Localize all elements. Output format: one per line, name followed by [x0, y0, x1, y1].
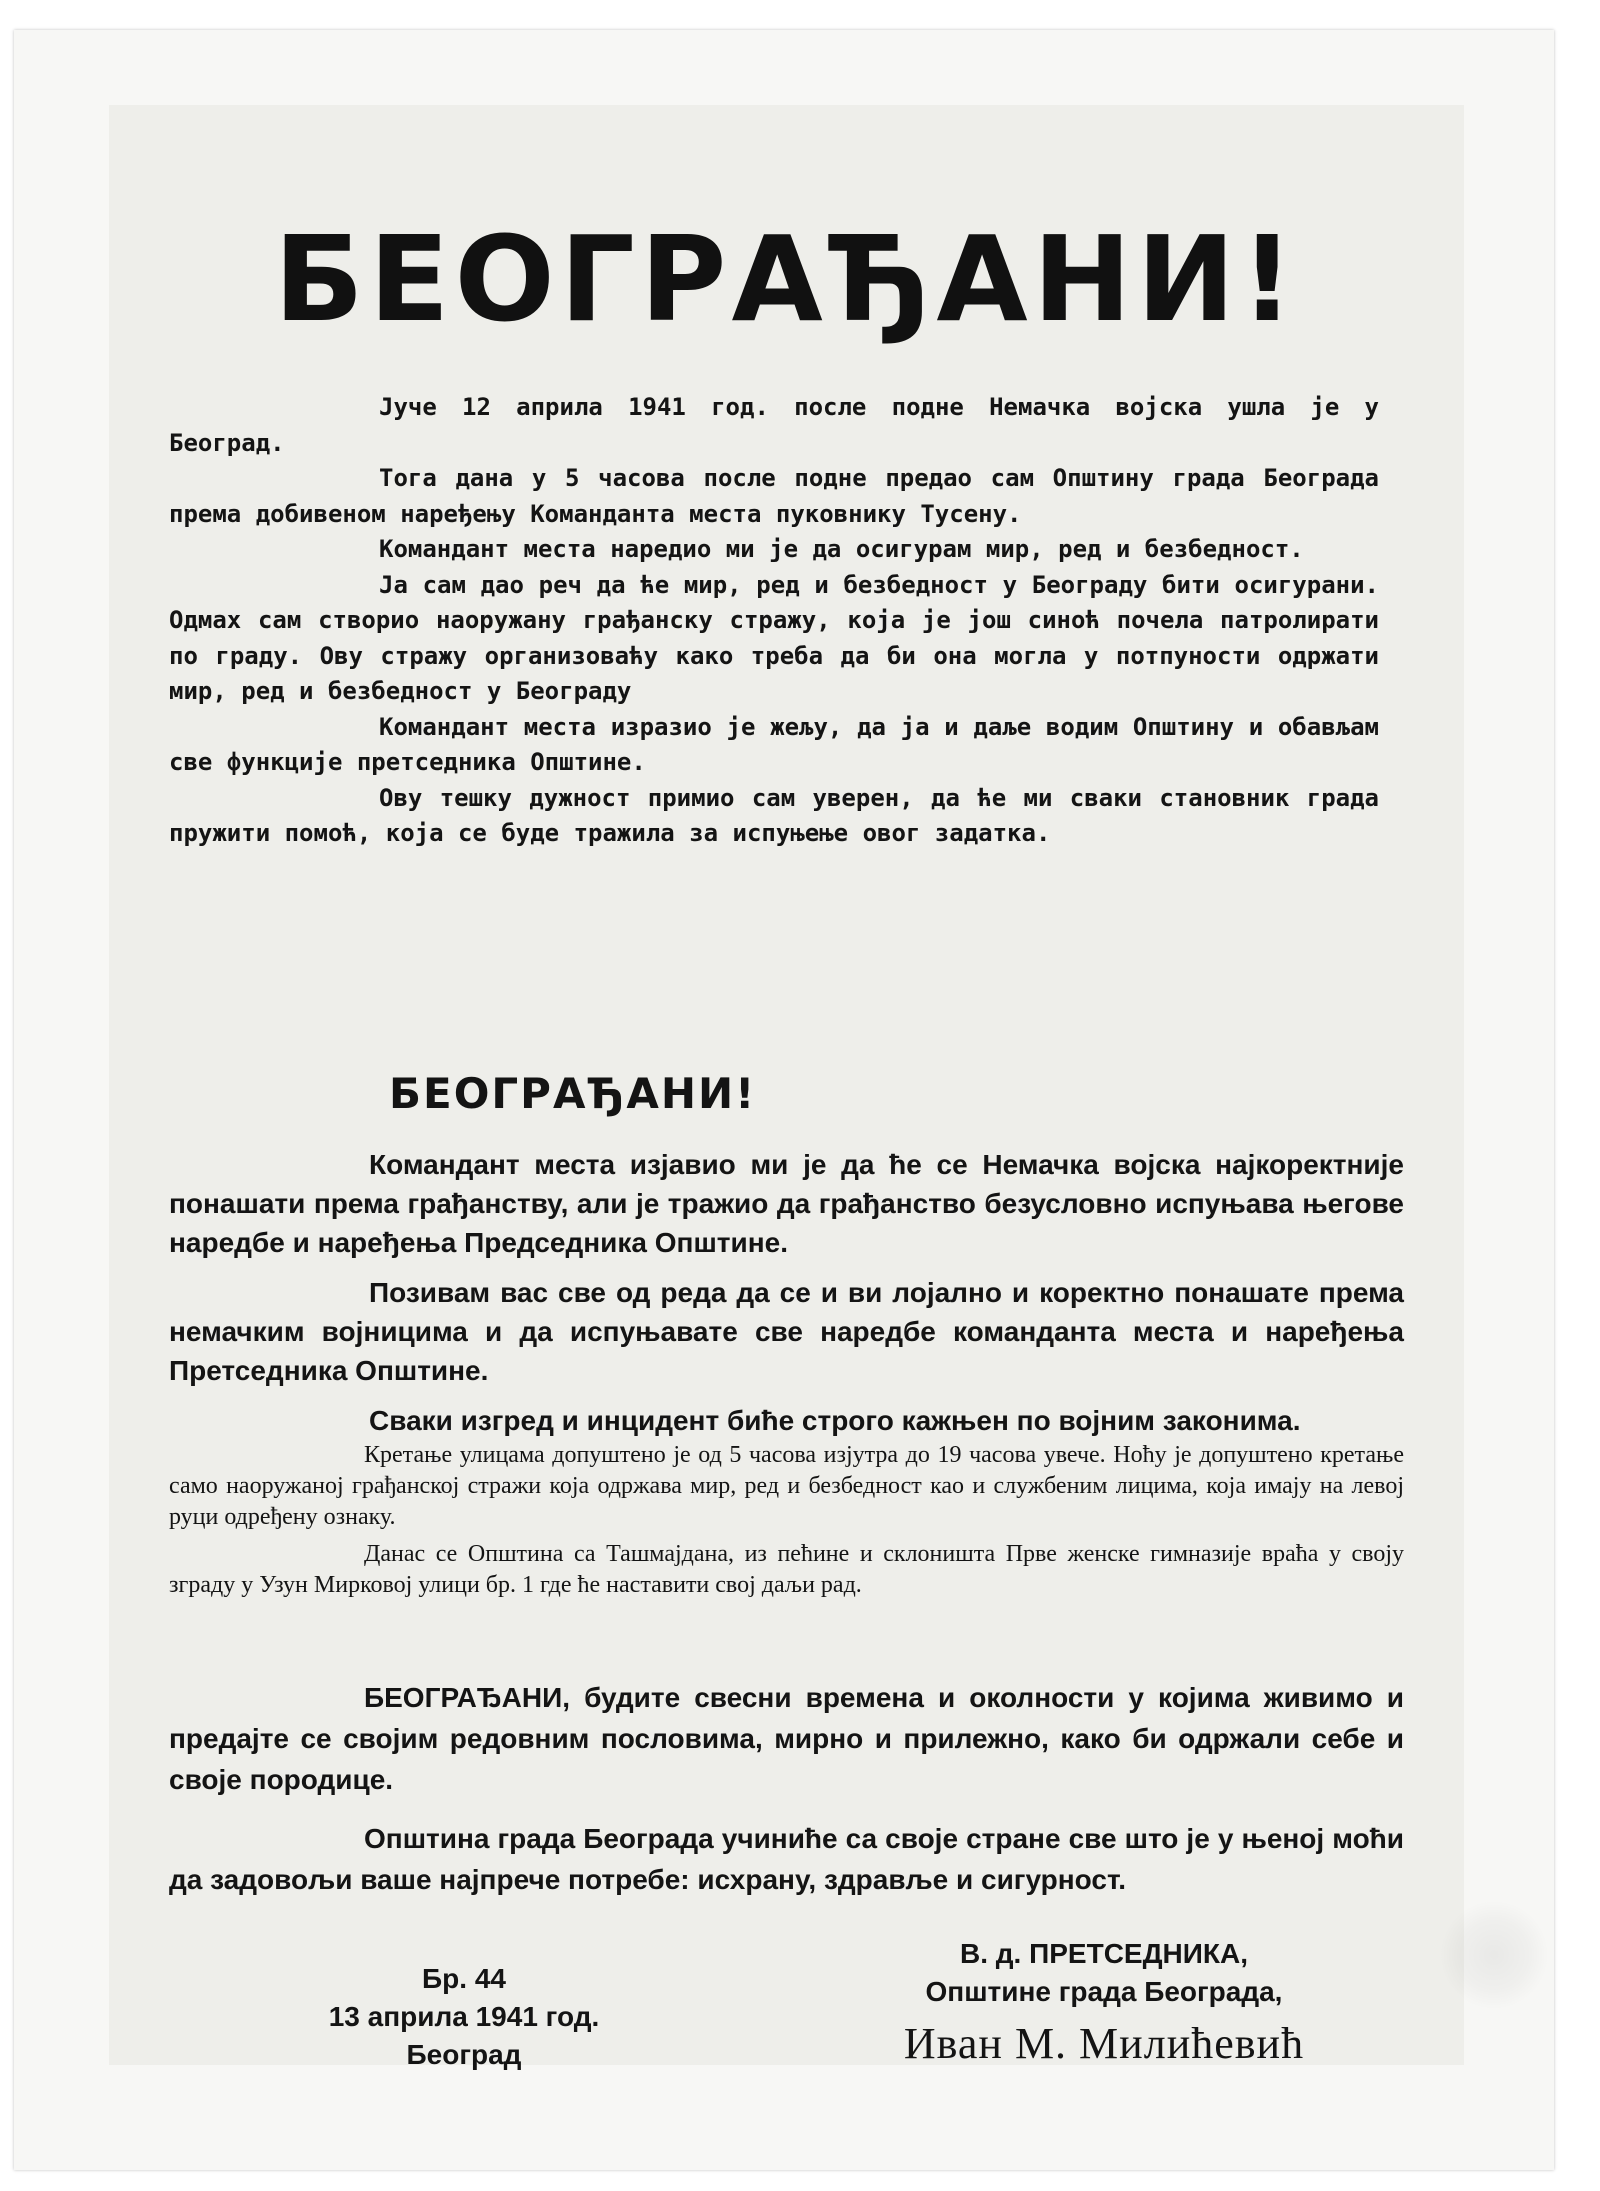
- appeal-paragraph: Сваки изгред и инцидент биће строго кажњен по војним законима.: [369, 1405, 1301, 1436]
- closing-paragraph: Општина града Београда учиниће са своје стране све што је у њеној моћи да задовољи ваше најпрече потребе: исхрану, здравље и сигурност.: [169, 1823, 1404, 1895]
- photo-card: [14, 30, 1554, 2170]
- document-place: Београд: [406, 2039, 522, 2070]
- notice-section: [169, 1440, 1404, 1607]
- poster-main-title: БЕОГРАЂАНИ!: [273, 210, 1300, 348]
- signatory-name: Иван М. Милићевић: [903, 2019, 1305, 2068]
- notice-paragraph: Данас се Општина са Ташмајдана, из пећине и склоништа Прве женске гимназије враћа у своју зграду у Узун Мирковој улици бр. 1 где ће наставити свој даљи рад.: [169, 1541, 1404, 1598]
- signatory-office: Општине града Београда,: [925, 1976, 1283, 2007]
- closing-paragraph: БЕОГРАЂАНИ, будите свесни времена и околности у којима живимо и предајте се својим редовним пословима, мирно и прилежно, како би одржали себе и своје породице.: [169, 1682, 1404, 1795]
- intro-paragraph: Тога дана у 5 часова после подне предао сам Општину града Београда према добивеном наређењу Команданта места пуковнику Тусену.: [169, 464, 1379, 528]
- intro-paragraph: Командант места изразио је жељу, да ја и даље водим Општину и обављам све функције претседника Општине.: [169, 712, 1379, 776]
- intro-paragraph: Ја сам дао реч да ће мир, ред и безбедност у Београду бити осигурани. Одмах сам створио наоружану грађанску стражу, која је још синоћ почела патролирати по граду. Ову стражу организоваћу како треба да би она могла у потпуности одржати мир, ред и безбедност у Београду: [169, 570, 1379, 705]
- poster-section-title: БЕОГРАЂАНИ!: [389, 1069, 757, 1118]
- signature-block: [844, 1935, 1364, 2073]
- appeal-section: [169, 1145, 1404, 1444]
- document-reference: [299, 1960, 629, 2074]
- signatory-role: В. д. ПРЕТСЕДНИКА,: [960, 1938, 1248, 1969]
- proclamation-poster: [109, 105, 1464, 2070]
- document-date: 13 априла 1941 год.: [328, 2001, 600, 2032]
- closing-section: [169, 1677, 1404, 1918]
- intro-paragraph: Ову тешку дужност примио сам уверен, да ће ми сваки становник града пружити помоћ, која се буде тражила за испуњење овог задатка.: [169, 783, 1379, 847]
- notice-paragraph: Кретање улицама допуштено је од 5 часова изјутра до 19 часова увече. Ноћу је допуштено кретање само наоружаној грађанској стражи која одржава мир, ред и безбедност као и службеним лицима, која имају на левој руци одређену ознаку.: [169, 1442, 1404, 1530]
- intro-paragraph: Командант места наредио ми је да осигурам мир, ред и безбедност.: [379, 535, 1304, 563]
- fingerprint-smudge: [1439, 1900, 1549, 2010]
- intro-paragraph: Јуче 12 априла 1941 год. после подне Немачка војска ушла је у Београд.: [169, 393, 1379, 457]
- appeal-paragraph: Позивам вас све од реда да се и ви лојално и коректно понашате према немачким војницима и да испуњавате све наредбе команданта места и наређења Претседника Општине.: [169, 1277, 1404, 1386]
- appeal-paragraph: Командант места изјавио ми је да ће се Немачка војска најкоректније понашати према грађанству, али је тражио да грађанство безусловно испуњава његове наредбе и наређења Председника Општине.: [169, 1149, 1404, 1258]
- document-number: Бр. 44: [422, 1963, 506, 1994]
- intro-section: [169, 390, 1379, 852]
